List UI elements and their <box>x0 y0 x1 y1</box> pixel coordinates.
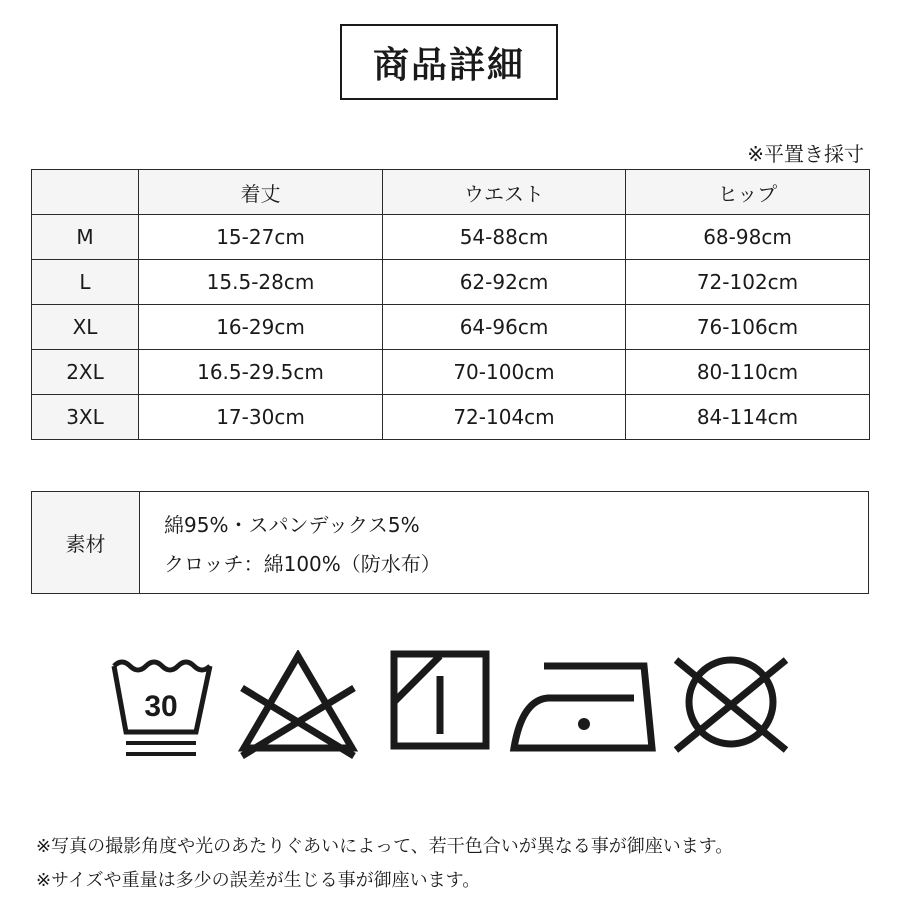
no-bleach-icon <box>236 650 360 760</box>
header-cell-length: 着丈 <box>139 170 383 215</box>
table-header-row <box>32 170 870 215</box>
waist-cell: 72-104cm <box>383 395 626 440</box>
waist-cell: 64-96cm <box>383 305 626 350</box>
measure-note: ※平置き採寸 <box>747 142 864 166</box>
length-cell: 15-27cm <box>139 215 383 260</box>
hip-cell: 72-102cm <box>626 260 870 305</box>
length-cell: 17-30cm <box>139 395 383 440</box>
table-row <box>32 305 870 350</box>
footnote-color: ※写真の撮影角度や光のあたりぐあいによって、若干色合いが異なる事が御座います。 <box>36 836 734 857</box>
hip-cell: 80-110cm <box>626 350 870 395</box>
waist-cell: 70-100cm <box>383 350 626 395</box>
hip-cell: 76-106cm <box>626 305 870 350</box>
size-label: XL <box>32 305 139 350</box>
header-cell-hip: ヒップ <box>626 170 870 215</box>
length-cell: 16-29cm <box>139 305 383 350</box>
material-box <box>31 491 869 594</box>
header-cell-waist: ウエスト <box>383 170 626 215</box>
no-tumble-dry-icon <box>670 650 792 760</box>
length-cell: 15.5-28cm <box>139 260 383 305</box>
header-cell-blank <box>32 170 139 215</box>
wash-temp-label: 30 <box>144 690 178 723</box>
dry-flat-shade-icon <box>390 650 490 756</box>
material-line-crotch: クロッチ：綿100%（防水布） <box>164 551 441 576</box>
size-label: L <box>32 260 139 305</box>
length-cell: 16.5-29.5cm <box>139 350 383 395</box>
size-table <box>31 169 870 440</box>
table-row <box>32 350 870 395</box>
size-label: M <box>32 215 139 260</box>
care-icons <box>100 650 800 770</box>
material-label: 素材 <box>32 492 140 593</box>
table-row <box>32 260 870 305</box>
hip-cell: 68-98cm <box>626 215 870 260</box>
hip-cell: 84-114cm <box>626 395 870 440</box>
size-label: 2XL <box>32 350 139 395</box>
footnotes <box>36 830 733 898</box>
material-lines <box>140 492 441 593</box>
waist-cell: 54-88cm <box>383 215 626 260</box>
material-line-fabric: 綿95%・スパンデックス5% <box>164 512 420 537</box>
wash-30-gentle-icon <box>108 650 214 760</box>
table-row <box>32 215 870 260</box>
iron-low-icon <box>508 650 656 760</box>
size-label: 3XL <box>32 395 139 440</box>
footnote-size: ※サイズや重量は多少の誤差が生じる事が御座います。 <box>36 870 481 891</box>
waist-cell: 62-92cm <box>383 260 626 305</box>
table-row <box>32 395 870 440</box>
page-title: 商品詳細 <box>340 24 558 100</box>
